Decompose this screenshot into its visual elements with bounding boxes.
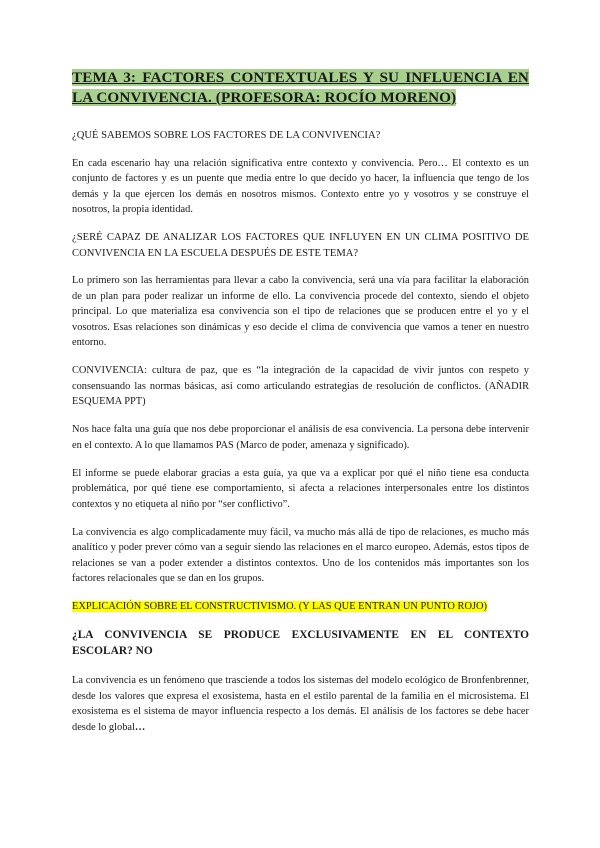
title-text: TEMA 3: FACTORES CONTEXTUALES Y SU INFLUENCIA EN LA CONVIVENCIA. (PROFESORA: ROCÍO MORENO) (72, 69, 529, 106)
document-page (72, 68, 529, 748)
section-question-school-context: ¿LA CONVIVENCIA SE PRODUCE EXCLUSIVAMENTE EN EL CONTEXTO ESCOLAR? NO (72, 629, 529, 657)
highlight-note (72, 599, 529, 615)
paragraph-context: En cada escenario hay una relación significativa entre contexto y convivencia. Pero… El contexto es un conjunto de factores y es un puente que media entre lo que decido yo hacer, la influencia que tengo de los demás y la que ejercen los demás en nosotros mismos. Contexto entre yo y vosotros y se construye el nosotros, la propia identidad. (72, 157, 529, 215)
paragraph-relations: La convivencia es algo complicadamente muy fácil, va mucho más allá de tipo de relaciones, es mucho más analítico y poder prever cómo van a seguir siendo las relaciones en el marco europeo. Además, estos tipos de relaciones se van a poder extender a distintos contextos. Uno de los contenidos más importantes son los factores relacionales que se dan en los grupos. (72, 526, 529, 584)
section-question-factors: ¿QUÉ SABEMOS SOBRE LOS FACTORES DE LA CONVIVENCIA? (72, 130, 381, 141)
page-title (72, 68, 529, 108)
paragraph-definition: CONVIVENCIA: cultura de paz, que es “la integración de la capacidad de vivir juntos con respeto y consensuando las normas básicas, así como articulando estrategias de resolución de conflictos. (AÑADIR ESQUEMA PPT) (72, 365, 529, 407)
highlight-note-text: EXPLICACIÓN SOBRE EL CONSTRUCTIVISMO. (Y LAS QUE ENTRAN UN PUNTO ROJO) (72, 601, 487, 612)
paragraph-ecological-text: La convivencia es un fenómeno que trasciende a todos los sistemas del modelo ecológico de Bronfenbrenner, desde los valores que expresa el exosistema, hasta en el estilo parental de la familia en el microsistema. El exosistema es el sistema de mayor influencia respecto a los demás. El análisis de los factores se debe hacer desde lo global (72, 675, 529, 733)
ellipsis: … (134, 721, 146, 733)
paragraph-tools: Lo primero son las herramientas para llevar a cabo la convivencia, será una vía para facilitar la elaboración de un plan para poder realizar un informe de ello. La convivencia procede del contexto, siendo el objeto principal. Lo que materializa esa convivencia son el tipo de relaciones que se producen entre el yo y el vosotros. Esas relaciones son dinámicas y eso decide el clima de convivencia que vamos a tener en nuestro entorno. (72, 275, 529, 348)
paragraph-ecological-model (72, 673, 529, 735)
paragraph-guide: Nos hace falta una guía que nos debe proporcionar el análisis de esa convivencia. La persona debe intervenir en el contexto. A lo que llamamos PAS (Marco de poder, amenaza y significado). (72, 424, 529, 451)
section-question-analysis: ¿SERÉ CAPAZ DE ANALIZAR LOS FACTORES QUE INFLUYEN EN UN CLIMA POSITIVO DE CONVIVENCIA EN LA ESCUELA DESPUÉS DE ESTE TEMA? (72, 232, 529, 259)
paragraph-report: El informe se puede elaborar gracias a esta guía, ya que va a explicar por qué el niño tiene esa conducta problemática, por qué tiene ese comportamiento, si afecta a relaciones interpersonales entre los distintos contextos y no etiqueta al niño por “ser conflictivo”. (72, 467, 529, 510)
